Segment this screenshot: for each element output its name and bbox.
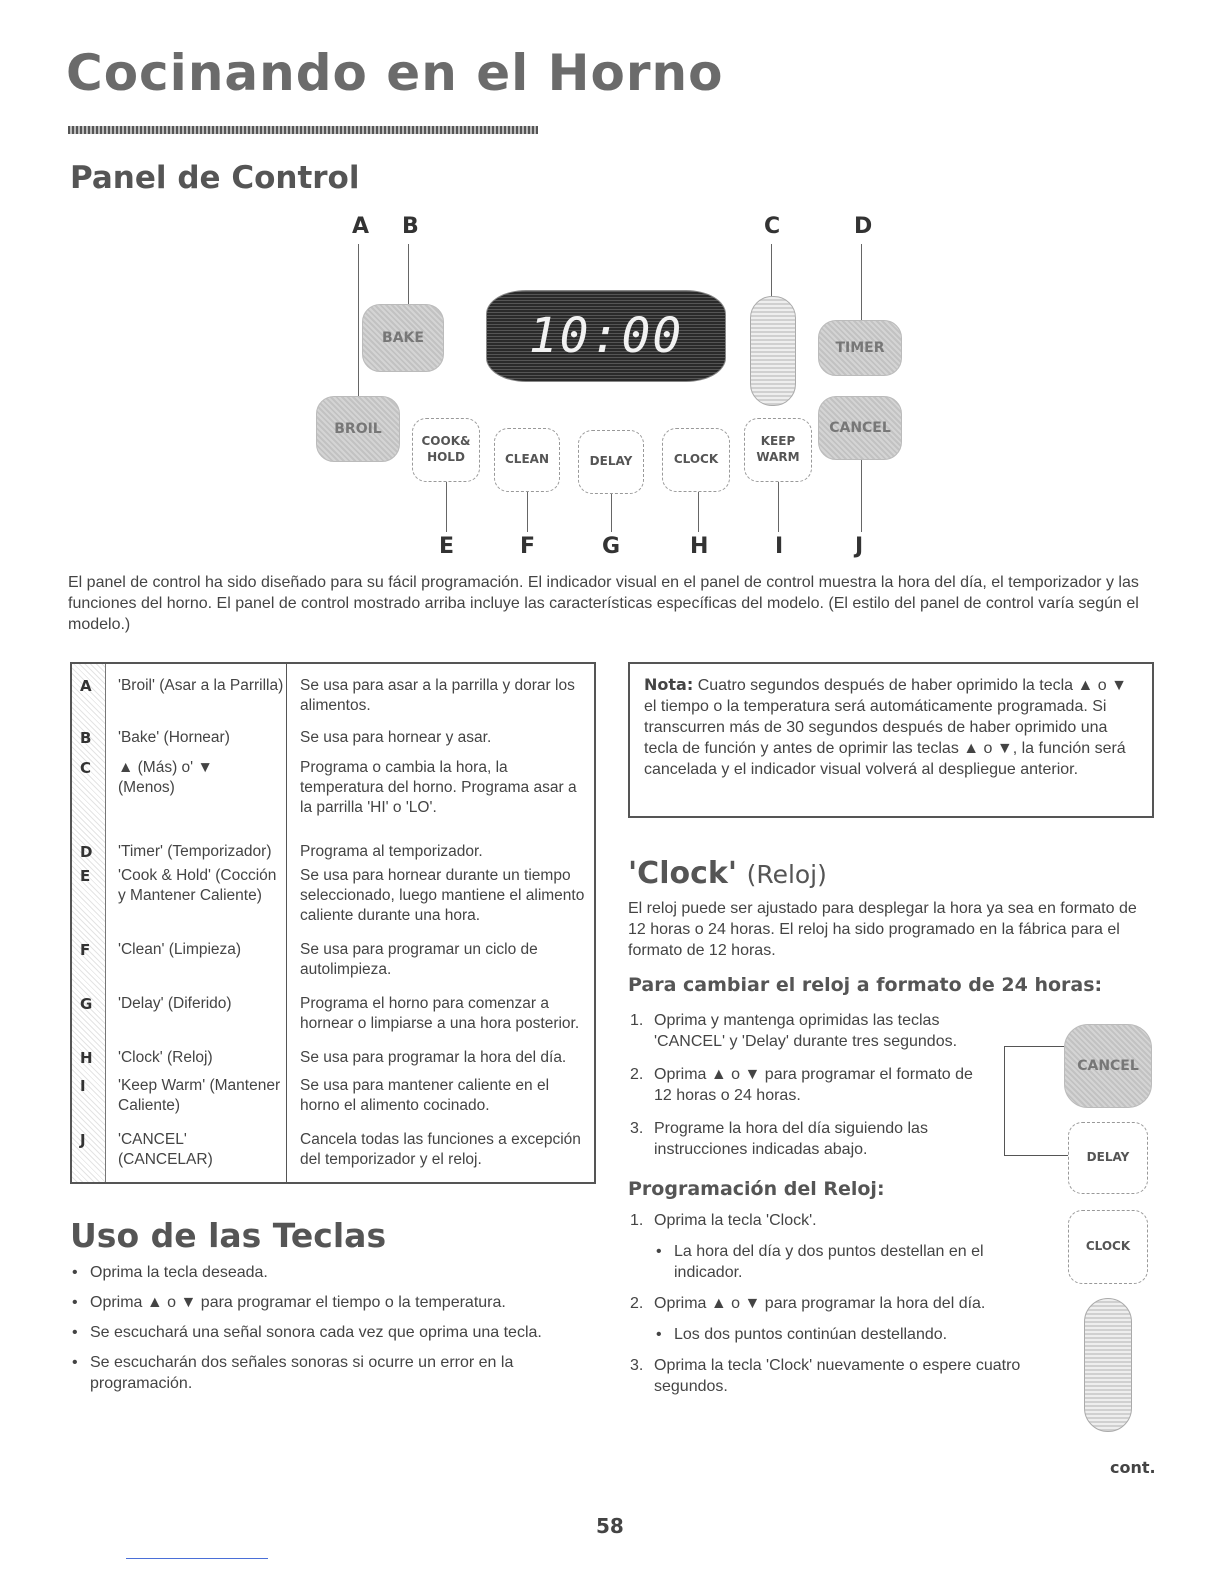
cancel-key[interactable]: CANCEL xyxy=(818,396,902,460)
page-number: 58 xyxy=(596,1514,624,1538)
note-box xyxy=(628,662,1154,818)
row-desc: Cancela todas las funciones a excepción del temporizador y el reloj. xyxy=(300,1131,581,1168)
label-h: H xyxy=(690,534,709,559)
row-desc: Programa al temporizador. xyxy=(300,843,483,860)
page-title: Cocinando en el Horno xyxy=(66,44,724,102)
leader-line-i xyxy=(778,482,779,532)
broil-key[interactable]: BROIL xyxy=(316,396,400,462)
bake-key[interactable]: BAKE xyxy=(362,304,444,372)
clock-title-paren: (Reloj) xyxy=(746,860,827,889)
keep-warm-label-1: KEEP xyxy=(760,434,796,449)
label-f: F xyxy=(520,534,536,559)
up-down-key[interactable] xyxy=(750,296,796,406)
step-text: Oprima ▲ o ▼ para programar la hora del día. xyxy=(654,1295,986,1312)
row-name: ▲ (Más) o' ▼ (Menos) xyxy=(118,759,213,796)
leader-line-a xyxy=(358,244,359,396)
step-number: 3. xyxy=(630,1357,644,1374)
display-time: 10:00 xyxy=(528,308,684,364)
delay-key[interactable]: DELAY xyxy=(578,430,644,494)
row-key: E xyxy=(80,867,91,885)
leader-line-d xyxy=(861,244,862,322)
clock-title-main: 'Clock' xyxy=(628,856,738,891)
step-number: 1. xyxy=(630,1012,644,1029)
step-text: Programe la hora del día siguiendo las instrucciones indicadas abajo. xyxy=(654,1120,928,1158)
leader-line-e xyxy=(446,482,447,532)
note-text: Cuatro segundos después de haber oprimido la tecla ▲ o ▼ el tiempo o la temperatura será automáticamente programada. Si transcurren más de 30 segundos después de haber oprimido una tecla de función y antes de oprimir las teclas ▲ o ▼, la función será cancelada y el indicador visual volverá al despliegue anterior. xyxy=(644,677,1127,778)
keep-warm-key[interactable] xyxy=(744,418,812,482)
footer-rule xyxy=(126,1558,268,1559)
label-c: C xyxy=(764,214,781,239)
list-item xyxy=(628,1355,1048,1397)
label-g: G xyxy=(602,534,621,559)
row-name: 'Clean' (Limpieza) xyxy=(118,941,242,958)
row-name: 'Delay' (Diferido) xyxy=(118,995,232,1012)
row-key: G xyxy=(80,995,93,1013)
list-item xyxy=(628,1210,1048,1283)
row-key: H xyxy=(80,1049,93,1067)
step-number: 3. xyxy=(630,1120,644,1137)
row-desc: Programa el horno para comenzar a hornear o limpiarse a una hora posterior. xyxy=(300,995,580,1032)
step-number: 2. xyxy=(630,1295,644,1312)
cancel-key-illustration: CANCEL xyxy=(1064,1024,1152,1108)
row-key: D xyxy=(80,843,93,861)
column-divider xyxy=(286,664,287,1182)
row-desc: Programa o cambia la hora, la temperatura del horno. Programa asar a la parrilla 'HI' o 'LO'. xyxy=(300,759,577,816)
step-text: Oprima la tecla 'Clock'. xyxy=(654,1212,817,1229)
leader-line-b xyxy=(408,244,409,304)
programming-steps xyxy=(628,1210,1048,1397)
list-item: • Se escuchará una señal sonora cada vez que oprima una tecla. xyxy=(72,1322,592,1343)
list-item: • Oprima la tecla deseada. xyxy=(72,1262,592,1283)
list-item xyxy=(628,1064,988,1106)
clock-display xyxy=(486,290,726,382)
row-desc: Se usa para programar la hora del día. xyxy=(300,1049,567,1066)
clock-key-illustration: CLOCK xyxy=(1068,1210,1148,1284)
step-text: Oprima la tecla 'Clock' nuevamente o espere cuatro segundos. xyxy=(654,1357,1021,1395)
row-key: J xyxy=(80,1131,86,1149)
uso-bullet-list xyxy=(72,1262,592,1403)
list-item xyxy=(628,1010,988,1052)
row-key: B xyxy=(80,729,92,747)
label-j: J xyxy=(855,534,864,559)
panel-section-title: Panel de Control xyxy=(70,160,360,196)
list-item: • Se escucharán dos señales sonoras si ocurre un error en la programación. xyxy=(72,1352,592,1394)
cook-hold-key[interactable] xyxy=(412,418,480,482)
label-e: E xyxy=(439,534,455,559)
step-sub-bullet: • Los dos puntos continúan destellando. xyxy=(628,1324,1008,1345)
row-key: A xyxy=(80,677,92,695)
list-item xyxy=(628,1293,1048,1345)
step-number: 2. xyxy=(630,1066,644,1083)
leader-line-c xyxy=(771,244,772,298)
label-d: D xyxy=(854,214,873,239)
label-a: A xyxy=(352,214,370,239)
up-down-key-illustration xyxy=(1084,1298,1132,1432)
clock-intro-text: El reloj puede ser ajustado para desplegar la hora ya sea en formato de 12 horas o 24 horas. El reloj ha sido programado en la fábrica para el formato de 12 horas. xyxy=(628,900,1137,959)
clean-key[interactable]: CLEAN xyxy=(494,428,560,492)
leader-line-f xyxy=(527,492,528,532)
note-label: Nota: xyxy=(644,675,694,694)
keep-warm-label-2: WARM xyxy=(756,450,800,464)
leader-line-j xyxy=(861,460,862,532)
list-item: • Oprima ▲ o ▼ para programar el tiempo o la temperatura. xyxy=(72,1292,592,1313)
step-sub-bullet: • La hora del día y dos puntos destellan en el indicador. xyxy=(628,1241,1008,1283)
leader-line-h xyxy=(698,492,699,532)
row-name: 'Cook & Hold' (Cocción y Mantener Caliente) xyxy=(118,867,277,904)
format-section-title: Para cambiar el reloj a formato de 24 horas: xyxy=(628,974,1103,996)
row-desc: Se usa para hornear y asar. xyxy=(300,729,492,746)
continued-label: cont. xyxy=(1110,1458,1156,1477)
step-text: Oprima ▲ o ▼ para programar el formato de 12 horas o 24 horas. xyxy=(654,1066,973,1104)
panel-intro-text: El panel de control ha sido diseñado para su fácil programación. El indicador visual en el panel de control muestra la hora del día, el temporizador y las funciones del horno. El panel de control mostrado arriba incluye las características específicas del modelo. (El estilo del panel de control varía según el modelo.) xyxy=(68,574,1139,633)
bracket-line xyxy=(1004,1046,1068,1156)
row-key: F xyxy=(80,941,91,959)
programming-section-title: Programación del Reloj: xyxy=(628,1178,885,1200)
label-b: B xyxy=(402,214,419,239)
label-i: I xyxy=(775,534,784,559)
row-desc: Se usa para asar a la parrilla y dorar los alimentos. xyxy=(300,677,575,714)
row-key: I xyxy=(80,1077,86,1095)
delay-key-illustration: DELAY xyxy=(1068,1122,1148,1194)
row-desc: Se usa para mantener caliente en el horno el alimento cocinado. xyxy=(300,1077,550,1114)
step-number: 1. xyxy=(630,1212,644,1229)
title-underline xyxy=(68,126,538,134)
row-name: 'Keep Warm' (Mantener Caliente) xyxy=(118,1077,281,1114)
row-name: 'CANCEL' (CANCELAR) xyxy=(118,1131,213,1168)
cook-hold-label-2: HOLD xyxy=(427,450,465,464)
leader-line-g xyxy=(611,494,612,532)
uso-section-title: Uso de las Teclas xyxy=(70,1216,387,1255)
row-name: 'Bake' (Hornear) xyxy=(118,729,230,746)
clock-key[interactable]: CLOCK xyxy=(662,428,730,492)
row-desc: Se usa para hornear durante un tiempo seleccionado, luego mantiene el alimento caliente durante una hora. xyxy=(300,867,585,924)
row-name: 'Timer' (Temporizador) xyxy=(118,843,272,860)
step-text: Oprima y mantenga oprimidas las teclas 'CANCEL' y 'Delay' durante tres segundos. xyxy=(654,1012,958,1050)
format-steps xyxy=(628,1010,988,1160)
row-key: C xyxy=(80,759,92,777)
clock-section-title xyxy=(628,856,827,891)
feature-table xyxy=(70,662,596,1184)
list-item xyxy=(628,1118,988,1160)
row-name: 'Clock' (Reloj) xyxy=(118,1049,213,1066)
cook-hold-label-1: COOK& xyxy=(421,434,471,449)
row-name: 'Broil' (Asar a la Parrilla) xyxy=(118,677,284,694)
row-desc: Se usa para programar un ciclo de autolimpieza. xyxy=(300,941,538,978)
timer-key[interactable]: TIMER xyxy=(818,320,902,376)
